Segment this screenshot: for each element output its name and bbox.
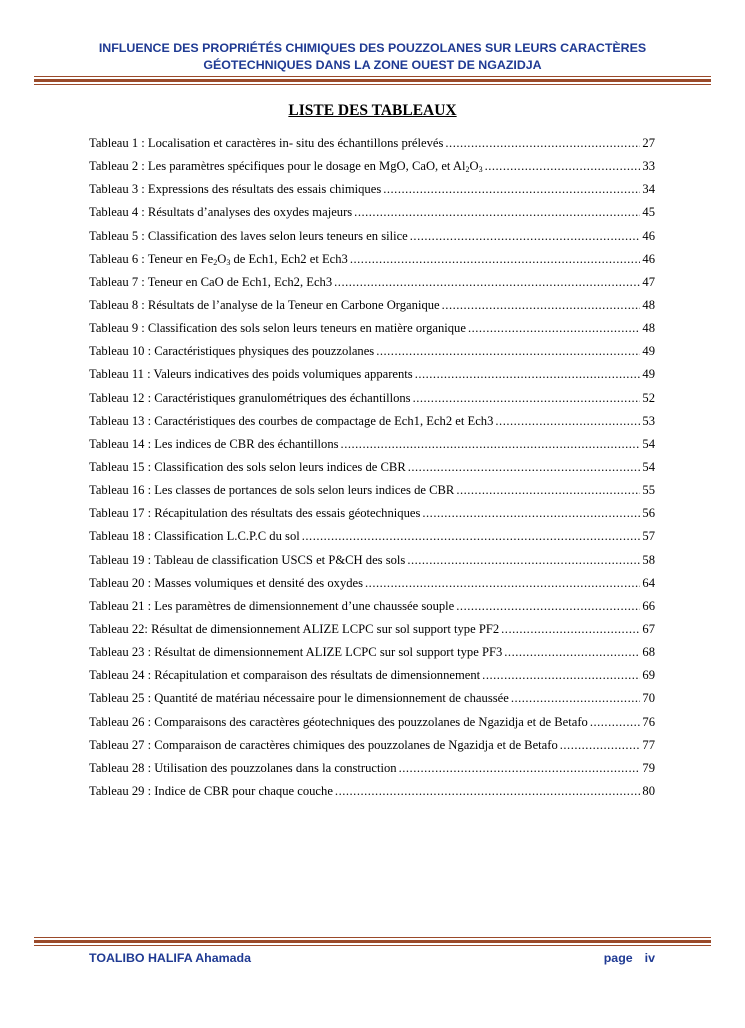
toc-entry-label: Tableau 24 : Récapitulation et comparaison des résultats de dimensionnement — [89, 668, 481, 683]
toc-entry-page-number: 48 — [642, 297, 655, 312]
toc-entry-page-number: 80 — [642, 783, 655, 798]
toc-entry[interactable] — [89, 437, 655, 460]
toc-entry-page-number: 52 — [642, 390, 655, 405]
toc-entry-leader-dots — [407, 553, 640, 568]
toc-entry-page-number: 49 — [642, 367, 655, 382]
toc-entry-label: Tableau 13 : Caractéristiques des courbes de compactage de Ech1, Ech2 et Ech3 — [89, 413, 494, 428]
toc-entry[interactable] — [89, 506, 655, 529]
footer-divider — [34, 937, 711, 946]
toc-entry-page-number: 57 — [642, 529, 655, 544]
toc-entry[interactable] — [89, 298, 655, 321]
toc-entry-leader-dots — [504, 645, 640, 660]
toc-entry-leader-dots — [365, 576, 640, 591]
toc-entry-page-number: 68 — [642, 645, 655, 660]
toc-entry-label: Tableau 2 : Les paramètres spécifiques pour le dosage en MgO, CaO, et $Al_2O_3$ — [89, 159, 483, 175]
header-title-line-2: GÉOTECHNIQUES DANS LA ZONE OUEST DE NGAZIDJA — [203, 58, 542, 72]
toc-entry-page-number: 69 — [642, 668, 655, 683]
toc-entry-page-number: 55 — [642, 483, 655, 498]
toc-entry-page-number: 64 — [642, 575, 655, 590]
toc-entry-page-number: 46 — [642, 251, 655, 266]
toc-entry-label: Tableau 9 : Classification des sols selon leurs teneurs en matière organique — [89, 321, 466, 336]
toc-entry-page-number: 66 — [642, 598, 655, 613]
toc-entry-label: Tableau 17 : Récapitulation des résultats des essais géotechniques — [89, 506, 421, 521]
toc-entry-page-number: 45 — [642, 205, 655, 220]
toc-entry-leader-dots — [445, 136, 640, 151]
toc-entry-label: Tableau 16 : Les classes de portances de sols selon leurs indices de CBR — [89, 483, 455, 498]
toc-entry-leader-dots — [456, 599, 640, 614]
toc-entry[interactable] — [89, 414, 655, 437]
toc-entry[interactable] — [89, 159, 655, 182]
toc-entry[interactable] — [89, 275, 655, 298]
toc-entry-label: Tableau 10 : Caractéristiques physiques des pouzzolanes — [89, 344, 375, 359]
toc-entry-page-number: 67 — [642, 621, 655, 636]
toc-entry-label: Tableau 23 : Résultat de dimensionnement ALIZE LCPC sur sol support type PF3 — [89, 645, 503, 660]
toc-entry[interactable] — [89, 691, 655, 714]
toc-entry-leader-dots — [422, 506, 640, 521]
toc-entry-leader-dots — [560, 738, 641, 753]
toc-entry[interactable] — [89, 252, 655, 275]
toc-entry[interactable] — [89, 622, 655, 645]
toc-entry-leader-dots — [410, 229, 641, 244]
toc-entry-leader-dots — [485, 159, 641, 174]
toc-entry-leader-dots — [413, 391, 641, 406]
toc-entry-label: Tableau 4 : Résultats d’analyses des oxydes majeurs — [89, 205, 353, 220]
toc-entry-page-number: 77 — [642, 737, 655, 752]
toc-entry-leader-dots — [511, 691, 641, 706]
table-list — [89, 136, 655, 807]
toc-entry-leader-dots — [335, 784, 640, 799]
toc-entry[interactable] — [89, 715, 655, 738]
toc-entry-page-number: 70 — [642, 691, 655, 706]
toc-entry-label: Tableau 3 : Expressions des résultats des essais chimiques — [89, 182, 382, 197]
toc-entry-label: Tableau 28 : Utilisation des pouzzolanes dans la construction — [89, 760, 397, 775]
toc-entry[interactable] — [89, 136, 655, 159]
toc-entry-label: Tableau 29 : Indice de CBR pour chaque couche — [89, 783, 333, 798]
toc-entry-page-number: 47 — [642, 274, 655, 289]
toc-entry-label: Tableau 6 : Teneur en $Fe_2O_3$ de Ech1, Ech2 et Ech3 — [89, 251, 348, 267]
toc-entry[interactable] — [89, 784, 655, 807]
toc-entry-leader-dots — [334, 275, 640, 290]
toc-entry-label: Tableau 22: Résultat de dimensionnement ALIZE LCPC sur sol support type PF2 — [89, 621, 500, 636]
toc-entry[interactable] — [89, 761, 655, 784]
toc-entry-label: Tableau 20 : Masses volumiques et densité des oxydes — [89, 575, 364, 590]
running-header-title — [60, 40, 685, 74]
toc-entry-label: Tableau 8 : Résultats de l’analyse de la Teneur en Carbone Organique — [89, 297, 440, 312]
footer-author: TOALIBO HALIFA Ahamada — [89, 951, 252, 965]
toc-entry-label: Tableau 11 : Valeurs indicatives des poids volumiques apparents — [89, 367, 413, 382]
header-divider — [34, 76, 711, 85]
toc-entry-leader-dots — [442, 298, 641, 313]
toc-entry-label: Tableau 5 : Classification des laves selon leurs teneurs en silice — [89, 228, 408, 243]
list-heading: LISTE DES TABLEAUX — [288, 102, 457, 119]
toc-entry[interactable] — [89, 391, 655, 414]
toc-entry-label: Tableau 7 : Teneur en CaO de Ech1, Ech2, Ech3 — [89, 274, 333, 289]
footer-page-word: page — [603, 951, 633, 965]
footer-page-number: iv — [644, 951, 655, 965]
toc-entry-leader-dots — [482, 668, 640, 683]
toc-entry-leader-dots — [399, 761, 641, 776]
toc-entry[interactable] — [89, 738, 655, 761]
toc-entry-label: Tableau 15 : Classification des sols selon leurs indices de CBR — [89, 459, 406, 474]
toc-entry[interactable] — [89, 599, 655, 622]
toc-entry[interactable] — [89, 229, 655, 252]
toc-entry-page-number: 54 — [642, 436, 655, 451]
toc-entry-leader-dots — [354, 205, 640, 220]
header-title-line-1: INFLUENCE DES PROPRIÉTÉS CHIMIQUES DES POUZZOLANES SUR LEURS CARACTÈRES — [98, 41, 647, 55]
toc-entry-label: Tableau 14 : Les indices de CBR des échantillons — [89, 436, 339, 451]
toc-entry-leader-dots — [495, 414, 640, 429]
toc-entry[interactable] — [89, 182, 655, 205]
toc-entry-label: Tableau 26 : Comparaisons des caractères géotechniques des pouzzolanes de Ngazidja et de Betafo — [89, 714, 588, 729]
toc-entry[interactable] — [89, 344, 655, 367]
toc-entry-page-number: 27 — [642, 136, 655, 150]
toc-entry-label: Tableau 27 : Comparaison de caractères chimiques des pouzzolanes de Ngazidja et de Betafo — [89, 737, 558, 752]
toc-entry-leader-dots — [590, 715, 641, 730]
toc-entry[interactable] — [89, 460, 655, 483]
toc-entry-page-number: 48 — [642, 321, 655, 336]
toc-entry-page-number: 54 — [642, 459, 655, 474]
page-footer — [89, 951, 655, 965]
toc-entry-label: Tableau 25 : Quantité de matériau nécessaire pour le dimensionnement de chaussée — [89, 691, 509, 706]
toc-entry-page-number: 76 — [642, 714, 655, 729]
toc-entry-leader-dots — [350, 252, 641, 267]
toc-entry-label: Tableau 1 : Localisation et caractères in- situ des échantillons prélevés — [89, 136, 444, 150]
toc-entry-leader-dots — [415, 367, 641, 382]
toc-entry[interactable] — [89, 668, 655, 691]
toc-entry-page-number: 34 — [642, 182, 655, 197]
footer-page-indicator — [604, 951, 655, 965]
toc-entry-page-number: 56 — [642, 506, 655, 521]
toc-entry[interactable] — [89, 529, 655, 552]
toc-entry-page-number: 58 — [642, 552, 655, 567]
toc-entry[interactable] — [89, 483, 655, 506]
toc-entry-leader-dots — [456, 483, 640, 498]
toc-entry-leader-dots — [501, 622, 640, 637]
toc-entry-leader-dots — [383, 182, 640, 197]
toc-entry-label: Tableau 12 : Caractéristiques granulométriques des échantillons — [89, 390, 411, 405]
toc-entry-leader-dots — [408, 460, 641, 475]
toc-entry[interactable] — [89, 205, 655, 228]
toc-entry-leader-dots — [468, 321, 640, 336]
toc-entry-leader-dots — [341, 437, 641, 452]
toc-entry-page-number: 46 — [642, 228, 655, 243]
toc-entry[interactable] — [89, 645, 655, 668]
toc-entry[interactable] — [89, 321, 655, 344]
toc-entry[interactable] — [89, 553, 655, 576]
toc-entry[interactable] — [89, 576, 655, 599]
toc-entry-label: Tableau 21 : Les paramètres de dimensionnement d’une chaussée souple — [89, 598, 455, 613]
toc-entry[interactable] — [89, 367, 655, 390]
toc-entry-leader-dots — [376, 344, 640, 359]
toc-entry-page-number: 33 — [642, 159, 655, 174]
toc-entry-page-number: 53 — [642, 413, 655, 428]
toc-entry-page-number: 79 — [642, 760, 655, 775]
toc-entry-page-number: 49 — [642, 344, 655, 359]
toc-entry-label: Tableau 18 : Classification L.C.P.C du sol — [89, 529, 300, 544]
toc-entry-leader-dots — [302, 529, 641, 544]
toc-entry-label: Tableau 19 : Tableau de classification USCS et P&CH des sols — [89, 552, 406, 567]
